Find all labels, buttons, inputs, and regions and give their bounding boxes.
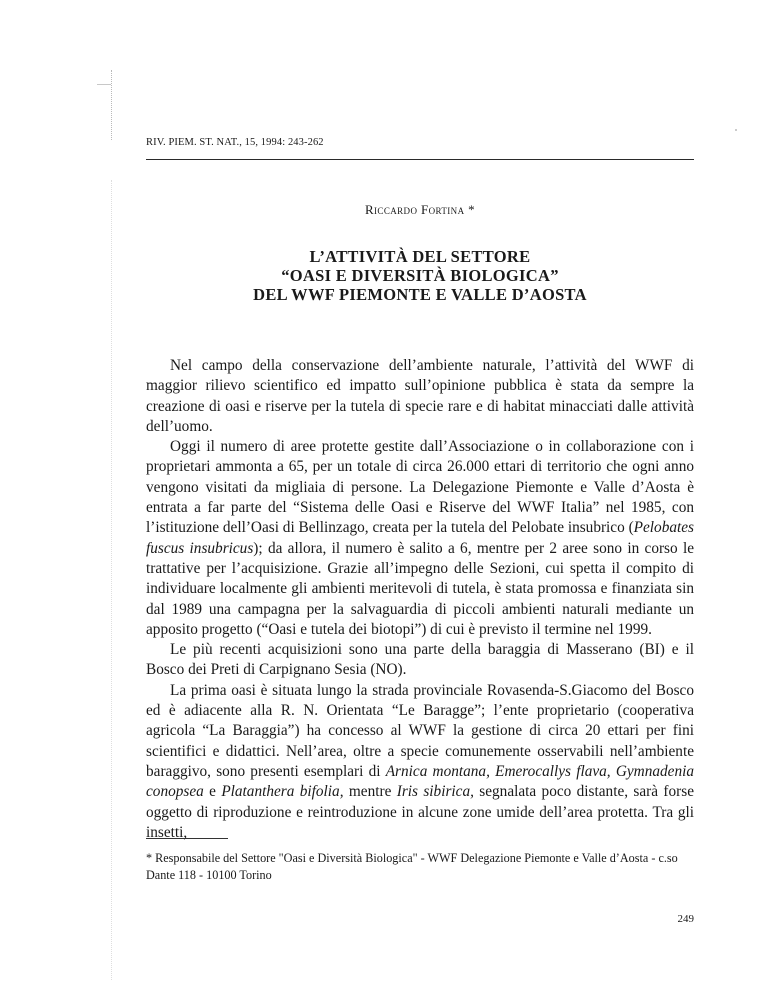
article-body	[146, 356, 694, 843]
paragraph-1: Nel campo della conservazione dell’ambiente naturale, l’attività del WWF di maggior rilievo scientifico ed impatto sull’opinione pubblica è stata da sempre la creazione di oasi e riserve per la tutela di specie rare e di habitat minacciati dalle attività dell’uomo.	[146, 357, 694, 435]
title-line-3: DEL WWF PIEMONTE E VALLE D’AOSTA	[253, 285, 587, 304]
species-names: Arnica montana, Emerocallys flava, Gymnadenia conopsea	[146, 762, 694, 801]
journal-reference: RIV. PIEM. ST. NAT., 15, 1994: 243-262	[146, 137, 324, 148]
article-title	[146, 247, 694, 304]
scan-speck	[735, 129, 737, 131]
paragraph-2	[146, 437, 694, 640]
paragraph-2-text-a: Oggi il numero di aree protette gestite dall’Associazione o in collaborazione con i proprietari ammonta a 65, per un totale di circa 26.000 ettari di territorio che ogni anno vengono visitati da migliaia di persone. La Delegazione Piemonte e Valle d’Aosta è entrata a far parte del “Sistema delle Oasi e Riserve del WWF Italia” nel 1985, con l’istituzione dell’Oasi di Bellinzago, creata per la tutela del Pelobate insubrico (	[146, 438, 694, 537]
species-name: Pelobates fuscus insubricus	[146, 519, 694, 557]
species-name: Iris sibirica,	[396, 783, 474, 801]
footnote-rule	[146, 838, 228, 839]
paragraph-2-text-b: ); da allora, il numero è salito a 6, mentre per 2 aree sono in corso le trattative per l’acquisizione. Grazie all’impegno delle Sezioni, cui spetta il compito di individuare localmente gli ambienti meritevoli di tutela, è stata promossa e finanziata sin dal 1989 una campagna per la salvaguardia di piccoli ambienti naturali mediante un apposito progetto (“Oasi e tutela dei biotopi”) di cui è previsto il termine nel 1999.	[146, 539, 695, 638]
paragraph-4-mentre: mentre	[343, 783, 397, 801]
paragraph-4-and: e	[203, 783, 222, 801]
title-line-1: L’ATTIVITÀ DEL SETTORE	[309, 247, 531, 266]
gutter-mark	[111, 70, 112, 140]
header-rule	[146, 159, 694, 160]
footnote: * Responsabile del Settore "Oasi e Diversità Biologica" - WWF Delegazione Piemonte e Valle d’Aosta - c.so Dante 118 - 10100 Torino	[146, 851, 678, 882]
species-name: Platanthera bifolia,	[221, 783, 344, 801]
title-line-2: “OASI E DIVERSITÀ BIOLOGICA”	[281, 266, 559, 285]
paragraph-3: Le più recenti acquisizioni sono una parte della baraggia di Masserano (BI) e il Bosco dei Preti di Carpignano Sesia (NO).	[146, 641, 694, 679]
gutter-tick	[97, 84, 111, 85]
paragraph-4	[146, 681, 694, 843]
author-name	[146, 202, 694, 218]
page-number: 249	[677, 913, 694, 925]
paragraph-4-text-a: La prima oasi è situata lungo la strada provinciale Rovasenda-S.Giacomo del Bosco ed è adiacente alla R. N. Orientata “Le Baragge”; l’ente proprietario (cooperativa agricola “La Baraggia”) ha concesso al WWF la gestione di circa 20 ettari per fini scientifici e didattici. Nell’area, oltre a specie comunemente osservabili nell’ambiente baraggivo, sono presenti esemplari di	[146, 681, 694, 780]
paragraph-4-text-b: segnalata poco distante, sarà forse oggetto di riproduzione e reintroduzione in alcune zone umide dell’area protetta. Tra gli insetti,	[146, 783, 694, 841]
gutter-mark-lower	[111, 180, 112, 980]
author-name-text: Riccardo Fortina *	[364, 202, 476, 217]
